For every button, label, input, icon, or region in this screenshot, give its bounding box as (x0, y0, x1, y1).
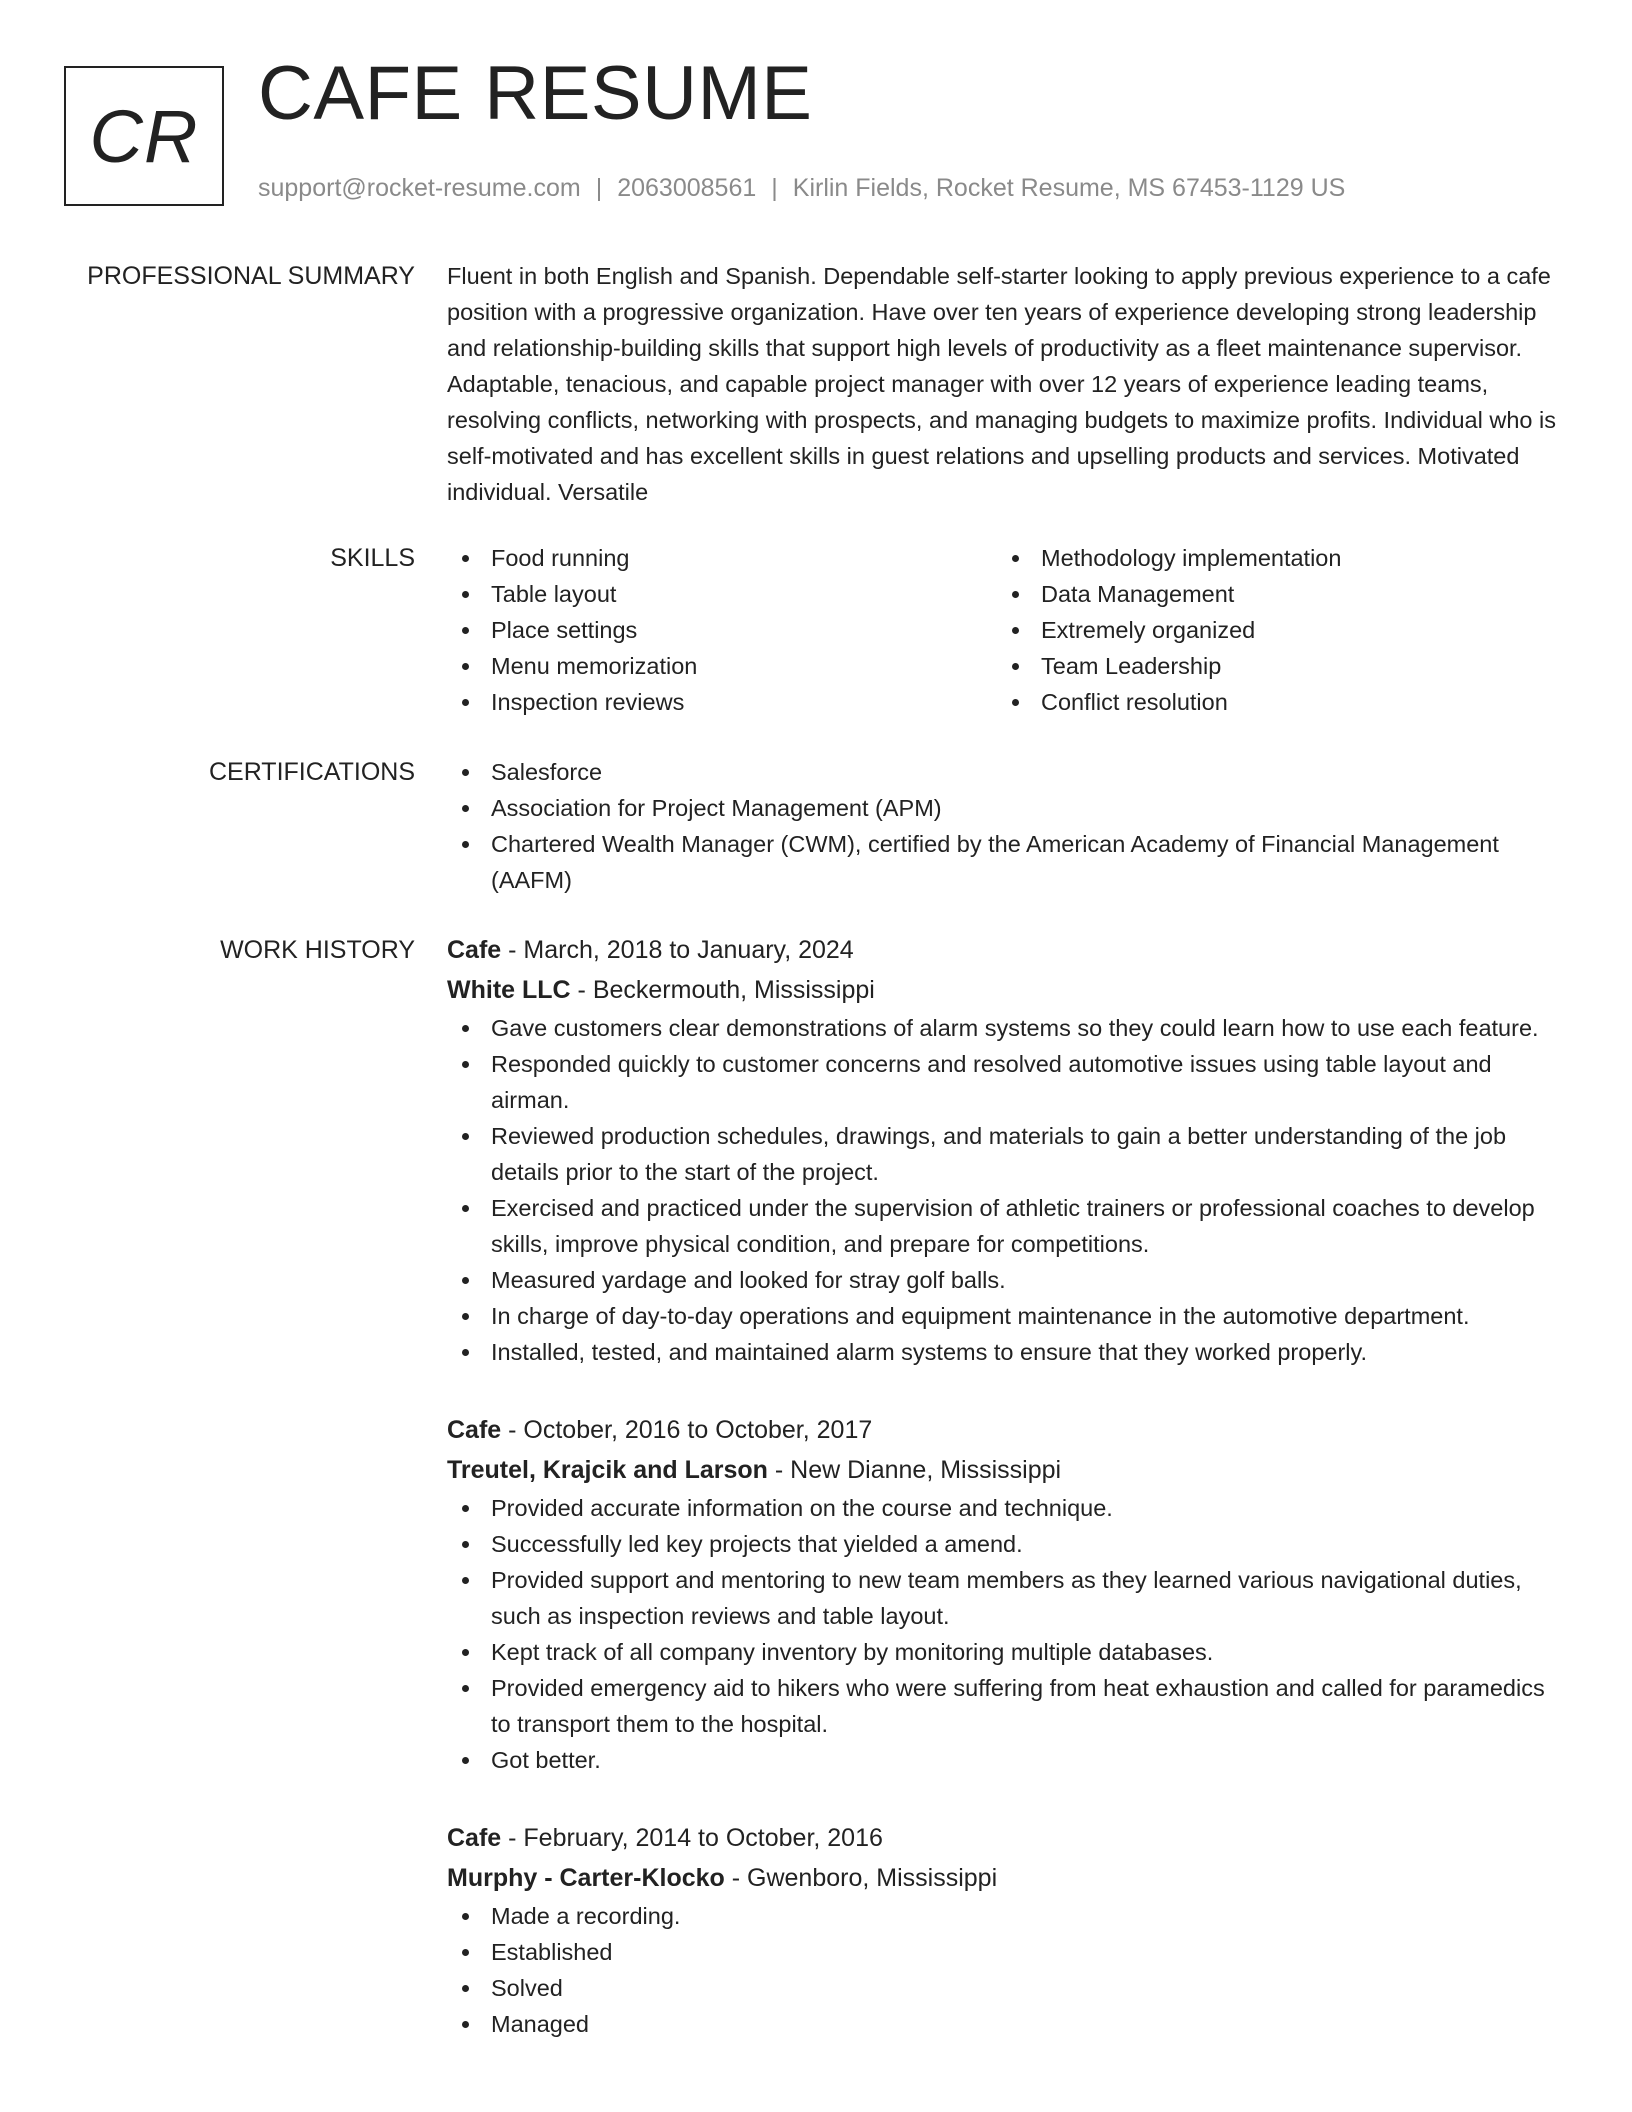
certification-item: Salesforce (447, 754, 1567, 790)
job-company-line: White LLC - Beckermouth, Mississippi (447, 976, 875, 1004)
skills-list-right (997, 540, 1547, 720)
contact-line (258, 176, 1345, 201)
job-title-line: Cafe - March, 2018 to January, 2024 (447, 936, 854, 964)
job-bullet: Gave customers clear demonstrations of alarm systems so they could learn how to use each feature. (447, 1010, 1567, 1046)
skill-item: Conflict resolution (997, 684, 1547, 720)
job-entry (447, 1818, 1567, 2042)
job-location: New Dianne, Mississippi (790, 1456, 1062, 1484)
contact-address: Kirlin Fields, Rocket Resume, MS 67453-1129 US (792, 174, 1346, 202)
skill-item: Place settings (447, 612, 997, 648)
job-bullet: Installed, tested, and maintained alarm systems to ensure that they worked properly. (447, 1334, 1567, 1370)
job-title-line: Cafe - October, 2016 to October, 2017 (447, 1416, 873, 1444)
summary-text: Fluent in both English and Spanish. Dependable self-starter looking to apply previous experience to a cafe position with a progressive organization. Have over ten years of experience developing strong leadership and relationship-building skills that support high levels of productivity as a fleet maintenance supervisor. Adaptable, tenacious, and capable project manager with over 12 years of experience leading teams, resolving conflicts, networking with prospects, and managing budgets to maximize profits. Individual who is self-motivated and has excellent skills in guest relations and upselling products and services. Motivated individual. Versatile (447, 263, 1556, 505)
job-company: White LLC (447, 976, 571, 1004)
job-entry (447, 1410, 1567, 1778)
skill-item: Inspection reviews (447, 684, 997, 720)
skill-item: Food running (447, 540, 997, 576)
job-bullet: In charge of day-to-day operations and equipment maintenance in the automotive department. (447, 1298, 1567, 1334)
summary-heading: PROFESSIONAL SUMMARY (87, 262, 415, 290)
contact-separator: | (595, 174, 603, 202)
job-company-line: Murphy - Carter-Klocko - Gwenboro, Mississippi (447, 1864, 998, 1892)
job-bullets (447, 1490, 1567, 1778)
job-bullet: Responded quickly to customer concerns and resolved automotive issues using table layout and airman. (447, 1046, 1567, 1118)
job-bullet: Reviewed production schedules, drawings, and materials to gain a better understanding of the job details prior to the start of the project. (447, 1118, 1567, 1190)
job-bullet: Successfully led key projects that yielded a amend. (447, 1526, 1567, 1562)
job-bullets (447, 1010, 1567, 1370)
job-entry (447, 930, 1567, 1370)
skill-item: Team Leadership (997, 648, 1547, 684)
certifications-list (447, 754, 1567, 898)
skill-item: Table layout (447, 576, 997, 612)
skill-item: Menu memorization (447, 648, 997, 684)
job-bullet: Managed (447, 2006, 1567, 2042)
skills-list-left (447, 540, 997, 720)
skill-item: Data Management (997, 576, 1547, 612)
job-title: Cafe (447, 936, 502, 964)
skill-item: Methodology implementation (997, 540, 1547, 576)
job-title: Cafe (447, 1824, 502, 1852)
skill-item: Extremely organized (997, 612, 1547, 648)
job-dates: February, 2014 to October, 2016 (523, 1824, 883, 1852)
job-dates: March, 2018 to January, 2024 (523, 936, 854, 964)
job-bullet: Provided emergency aid to hikers who were suffering from heat exhaustion and called for paramedics to transport them to the hospital. (447, 1670, 1567, 1742)
contact-email: support@rocket-resume.com (258, 174, 581, 202)
job-bullet: Provided accurate information on the course and technique. (447, 1490, 1567, 1526)
job-bullet: Made a recording. (447, 1898, 1567, 1934)
job-bullet: Exercised and practiced under the supervision of athletic trainers or professional coaches to develop skills, improve physical condition, and prepare for competitions. (447, 1190, 1567, 1262)
work-history-heading: WORK HISTORY (220, 936, 415, 964)
contact-separator: | (771, 174, 778, 202)
job-bullet: Provided support and mentoring to new team members as they learned various navigational duties, such as inspection reviews and table layout. (447, 1562, 1567, 1634)
job-dates: October, 2016 to October, 2017 (523, 1416, 873, 1444)
job-location: Gwenboro, Mississippi (747, 1864, 998, 1892)
job-bullets (447, 1898, 1567, 2042)
contact-phone: 2063008561 (617, 174, 757, 202)
certifications-heading: CERTIFICATIONS (208, 758, 415, 786)
job-bullet: Established (447, 1934, 1567, 1970)
job-company-line: Treutel, Krajcik and Larson - New Dianne, Mississippi (447, 1456, 1062, 1484)
job-company: Treutel, Krajcik and Larson (447, 1456, 768, 1484)
resume-name: CAFE RESUME (258, 51, 813, 136)
job-bullet: Got better. (447, 1742, 1567, 1778)
certification-item: Association for Project Management (APM) (447, 790, 1567, 826)
job-company: Murphy - Carter-Klocko (447, 1864, 725, 1892)
job-bullet: Measured yardage and looked for stray golf balls. (447, 1262, 1567, 1298)
job-title: Cafe (447, 1416, 502, 1444)
job-bullet: Solved (447, 1970, 1567, 2006)
certification-item: Chartered Wealth Manager (CWM), certified by the American Academy of Financial Management (AAFM) (447, 826, 1567, 898)
job-title-line: Cafe - February, 2014 to October, 2016 (447, 1824, 883, 1852)
job-bullet: Kept track of all company inventory by monitoring multiple databases. (447, 1634, 1567, 1670)
monogram-logo: CR (64, 66, 224, 206)
job-location: Beckermouth, Mississippi (592, 976, 875, 1004)
skills-heading: SKILLS (330, 544, 415, 572)
